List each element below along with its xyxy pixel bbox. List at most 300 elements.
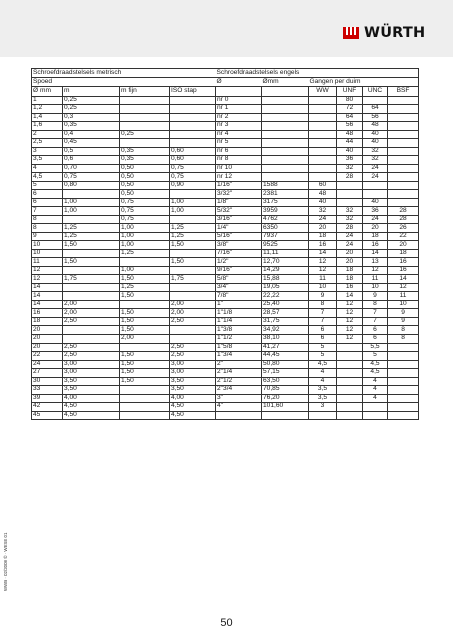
table-cell: 0,35 [120, 147, 170, 156]
table-cell: 7 [309, 309, 337, 318]
table-cell [337, 181, 363, 190]
table-row [32, 241, 419, 250]
table-cell: 12 [32, 275, 63, 284]
table-cell [63, 215, 120, 224]
table-cell: 22,22 [262, 292, 309, 301]
table-cell [388, 360, 419, 369]
table-cell: 3/32" [216, 190, 262, 199]
brand-name: WÜRTH [364, 25, 426, 41]
table-cell: 4,5 [32, 173, 63, 182]
table-row [32, 317, 419, 326]
table-cell [337, 198, 363, 207]
table-cell: 22 [32, 352, 63, 361]
wurth-logo-icon [343, 24, 359, 42]
table-cell: 1 [32, 96, 63, 105]
table-cell: 14 [309, 249, 337, 258]
table-cell: nr 2 [216, 113, 262, 122]
table-cell: 0,75 [120, 198, 170, 207]
table-cell [337, 394, 363, 403]
table-cell: 14 [388, 275, 419, 284]
header-row-1 [32, 69, 419, 78]
table-cell: 12 [388, 283, 419, 292]
table-cell: 2,00 [170, 309, 216, 318]
table-cell: 32 [309, 207, 337, 216]
table-cell: 0,25 [120, 130, 170, 139]
table-cell [309, 122, 337, 131]
table-cell: 3,5 [309, 386, 337, 395]
table-cell: nr 5 [216, 139, 262, 148]
table-cell [363, 181, 388, 190]
table-row [32, 275, 419, 284]
table-cell: 14 [363, 249, 388, 258]
table-row [32, 130, 419, 139]
table-row [32, 411, 419, 420]
table-cell: 3/8" [216, 241, 262, 250]
table-cell [262, 105, 309, 114]
table-cell [388, 411, 419, 420]
table-cell: 5 [309, 352, 337, 361]
table-row [32, 369, 419, 378]
table-cell: 7 [309, 317, 337, 326]
table-cell: 0,45 [63, 139, 120, 148]
table-cell [388, 386, 419, 395]
table-cell: 10 [32, 241, 63, 250]
table-cell: 0,3 [63, 113, 120, 122]
col-m: m [63, 87, 120, 96]
table-cell: 2,00 [63, 309, 120, 318]
table-cell: 0,90 [170, 181, 216, 190]
table-cell: 34,92 [262, 326, 309, 335]
table-cell: 32 [363, 156, 388, 165]
table-cell: 11 [363, 275, 388, 284]
table-cell: 3,00 [63, 369, 120, 378]
table-cell: nr 8 [216, 156, 262, 165]
table-cell: 2381 [262, 190, 309, 199]
table-cell: 64 [363, 105, 388, 114]
table-cell [63, 326, 120, 335]
table-cell: 32 [337, 164, 363, 173]
table-cell: 3,50 [170, 377, 216, 386]
table-cell: 1,25 [170, 232, 216, 241]
table-cell [388, 147, 419, 156]
table-cell [309, 164, 337, 173]
table-cell [262, 96, 309, 105]
table-cell: 2,50 [63, 343, 120, 352]
table-cell [216, 411, 262, 420]
col-diameter: Ø mm [32, 87, 63, 96]
table-row [32, 266, 419, 275]
table-row [32, 249, 419, 258]
table-cell: 1"3/8 [216, 326, 262, 335]
table-cell: 12 [337, 326, 363, 335]
table-cell: 40 [309, 198, 337, 207]
table-cell: 24 [32, 360, 63, 369]
table-cell: 12 [309, 258, 337, 267]
header-row-3 [32, 87, 419, 96]
table-cell [363, 411, 388, 420]
table-cell [388, 156, 419, 165]
table-row [32, 335, 419, 344]
table-cell: 7 [32, 207, 63, 216]
table-cell: 0,60 [170, 147, 216, 156]
col-inch [216, 87, 262, 96]
table-cell: 4" [216, 403, 262, 412]
table-row [32, 343, 419, 352]
table-row [32, 258, 419, 267]
table-cell [309, 113, 337, 122]
table-cell: 7/16" [216, 249, 262, 258]
table-cell [170, 96, 216, 105]
table-cell [120, 343, 170, 352]
tpi-label: Gangen per duim [309, 78, 419, 87]
table-cell: 4 [363, 386, 388, 395]
table-cell: 3175 [262, 198, 309, 207]
table-row [32, 122, 419, 131]
table-cell: 48 [363, 122, 388, 131]
table-cell: 4 [309, 369, 337, 378]
table-cell: 11 [388, 292, 419, 301]
table-cell [170, 335, 216, 344]
table-cell: 4,50 [170, 411, 216, 420]
table-cell: 20 [309, 224, 337, 233]
table-cell: 8 [32, 215, 63, 224]
table-cell: 48 [337, 130, 363, 139]
table-cell [309, 96, 337, 105]
table-cell: 1588 [262, 181, 309, 190]
table-cell: 1,50 [63, 241, 120, 250]
table-cell: 32 [363, 147, 388, 156]
table-cell: 24 [309, 215, 337, 224]
table-cell: 3 [32, 147, 63, 156]
col-m-fijn: m fijn [120, 87, 170, 96]
table-cell [388, 113, 419, 122]
table-cell: 1,50 [170, 258, 216, 267]
table-row [32, 156, 419, 165]
table-row [32, 403, 419, 412]
table-cell: 76,20 [262, 394, 309, 403]
table-cell: 8 [32, 224, 63, 233]
table-cell [309, 147, 337, 156]
table-cell: 2"1/2 [216, 377, 262, 386]
table-cell: 19,05 [262, 283, 309, 292]
table-cell: 14 [32, 292, 63, 301]
table-cell: 1"5/8 [216, 343, 262, 352]
table-cell: 0,70 [63, 164, 120, 173]
table-row [32, 105, 419, 114]
table-cell [262, 411, 309, 420]
table-cell: 12 [309, 266, 337, 275]
table-cell: 5,5 [363, 343, 388, 352]
table-cell: 0,80 [63, 181, 120, 190]
table-cell [388, 164, 419, 173]
table-cell: 2,50 [63, 317, 120, 326]
table-cell: 36 [337, 156, 363, 165]
table-cell [63, 292, 120, 301]
table-cell: 8 [388, 335, 419, 344]
table-cell: nr 12 [216, 173, 262, 182]
table-cell: 0,75 [120, 215, 170, 224]
table-cell: 25,40 [262, 300, 309, 309]
table-cell: 1"1/8 [216, 309, 262, 318]
table-row [32, 394, 419, 403]
table-cell: 1,50 [63, 258, 120, 267]
col-mm [262, 87, 309, 96]
table-cell: 16 [337, 283, 363, 292]
table-cell: 14 [32, 300, 63, 309]
table-cell [309, 105, 337, 114]
table-cell: 12 [337, 309, 363, 318]
table-cell: 0,25 [63, 96, 120, 105]
table-cell: 64 [337, 113, 363, 122]
table-cell: 6 [309, 326, 337, 335]
dia-mm-label: Ømm [262, 78, 309, 87]
table-cell: 40 [363, 198, 388, 207]
table-cell: 1,00 [170, 207, 216, 216]
table-cell: 6 [309, 335, 337, 344]
col-bsf: BSF [388, 87, 419, 96]
table-cell: 4,50 [63, 403, 120, 412]
table-row [32, 283, 419, 292]
table-cell: 1,25 [170, 224, 216, 233]
table-cell: 14,29 [262, 266, 309, 275]
table-cell [170, 130, 216, 139]
table-cell: 70,85 [262, 386, 309, 395]
table-cell: 5/16" [216, 232, 262, 241]
table-cell [120, 105, 170, 114]
table-row [32, 113, 419, 122]
table-cell: 3,00 [170, 369, 216, 378]
table-cell: 1" [216, 300, 262, 309]
table-row [32, 139, 419, 148]
table-body [32, 96, 419, 420]
table-cell: 1,50 [120, 326, 170, 335]
thread-table [31, 68, 419, 420]
table-cell: 1,50 [120, 369, 170, 378]
table-cell: 20 [32, 326, 63, 335]
table-cell: 11 [32, 258, 63, 267]
table-cell: 24 [337, 241, 363, 250]
table-cell: 33 [32, 386, 63, 395]
table-cell: 7 [363, 317, 388, 326]
table-cell: 16 [32, 309, 63, 318]
table-cell [363, 96, 388, 105]
table-cell: 20 [388, 241, 419, 250]
table-cell: 9 [32, 232, 63, 241]
table-row [32, 300, 419, 309]
table-cell [120, 411, 170, 420]
table-cell: 2,50 [170, 352, 216, 361]
table-cell [388, 352, 419, 361]
table-cell: 5/32" [216, 207, 262, 216]
table-cell [363, 190, 388, 199]
table-cell: 1,50 [120, 275, 170, 284]
dia-symbol: Ø [216, 78, 262, 87]
table-cell: 1/16" [216, 181, 262, 190]
table-cell: 56 [337, 122, 363, 131]
table-cell [170, 283, 216, 292]
table-cell: 1,50 [170, 241, 216, 250]
table-row [32, 232, 419, 241]
table-cell: 20 [32, 335, 63, 344]
table-cell: 1,2 [32, 105, 63, 114]
table-cell [337, 377, 363, 386]
table-row [32, 190, 419, 199]
table-cell: 3,00 [170, 360, 216, 369]
table-cell: 24 [363, 173, 388, 182]
table-cell: 0,6 [63, 156, 120, 165]
table-cell: nr 3 [216, 122, 262, 131]
table-row [32, 173, 419, 182]
table-cell: 2,00 [120, 335, 170, 344]
table-cell: 1,00 [120, 241, 170, 250]
table-cell [262, 156, 309, 165]
table-cell: 12 [32, 266, 63, 275]
table-cell [388, 377, 419, 386]
col-unf: UNF [337, 87, 363, 96]
table-row [32, 215, 419, 224]
table-cell [388, 198, 419, 207]
table-cell: 32 [337, 215, 363, 224]
table-cell: nr 0 [216, 96, 262, 105]
table-cell: 9/16" [216, 266, 262, 275]
table-cell: 0,75 [170, 164, 216, 173]
table-cell: 3,50 [170, 386, 216, 395]
table-cell: 2,5 [32, 139, 63, 148]
table-cell [120, 96, 170, 105]
table-cell [337, 403, 363, 412]
table-row [32, 147, 419, 156]
table-cell [388, 173, 419, 182]
footer-side-text: WWB · 02/2008 © · WESE 01 [3, 532, 8, 591]
table-cell: 9 [388, 317, 419, 326]
table-cell: 7937 [262, 232, 309, 241]
table-cell [388, 181, 419, 190]
table-cell: 16 [363, 241, 388, 250]
table-cell: 0,50 [120, 190, 170, 199]
table-cell: 5/8" [216, 275, 262, 284]
table-cell: 4762 [262, 215, 309, 224]
col-ww: WW [309, 87, 337, 96]
table-cell [63, 335, 120, 344]
table-cell [170, 105, 216, 114]
table-cell [262, 113, 309, 122]
table-cell [120, 300, 170, 309]
table-cell [337, 386, 363, 395]
table-cell: 4,00 [63, 394, 120, 403]
table-cell: 8 [363, 300, 388, 309]
table-cell [170, 139, 216, 148]
table-cell: 20 [363, 224, 388, 233]
table-cell [388, 403, 419, 412]
table-cell: 6 [32, 198, 63, 207]
col-iso-stap: ISO stap [170, 87, 216, 96]
table-cell: 2,50 [63, 352, 120, 361]
imperial-title: Schroefdraadstelsels engels [216, 69, 419, 78]
table-cell [170, 266, 216, 275]
table-cell: 4,5 [363, 369, 388, 378]
table-cell: 31,75 [262, 317, 309, 326]
table-cell: 3,5 [309, 394, 337, 403]
col-unc: UNC [363, 87, 388, 96]
table-cell: 0,50 [120, 181, 170, 190]
table-cell: 4 [363, 377, 388, 386]
table-cell: 6 [363, 335, 388, 344]
table-cell [170, 292, 216, 301]
table-cell: 44,45 [262, 352, 309, 361]
table-cell: 18 [337, 275, 363, 284]
table-cell: 2,00 [170, 300, 216, 309]
table-cell: 1,00 [120, 232, 170, 241]
table-cell [337, 343, 363, 352]
table-cell: 41,27 [262, 343, 309, 352]
table-cell: 0,35 [120, 156, 170, 165]
table-row [32, 164, 419, 173]
table-cell [262, 122, 309, 131]
table-cell: 8 [309, 300, 337, 309]
header-row-2 [32, 78, 419, 87]
table-cell [170, 190, 216, 199]
table-cell: 45 [32, 411, 63, 420]
table-cell: 50,80 [262, 360, 309, 369]
table-cell [120, 258, 170, 267]
table-cell [309, 156, 337, 165]
table-cell: 5 [309, 343, 337, 352]
table-cell: 18 [32, 317, 63, 326]
table-cell: 24 [337, 232, 363, 241]
table-cell: 38,10 [262, 335, 309, 344]
table-cell: 1,25 [63, 224, 120, 233]
table-row [32, 96, 419, 105]
table-cell: 1,25 [63, 232, 120, 241]
table-cell: 0,4 [63, 130, 120, 139]
table-cell: 40 [337, 147, 363, 156]
table-cell: 42 [32, 403, 63, 412]
table-cell: 3,00 [63, 360, 120, 369]
table-cell: 1,00 [170, 198, 216, 207]
table-cell: 28 [337, 224, 363, 233]
table-cell [337, 360, 363, 369]
table-cell [262, 173, 309, 182]
table-cell [170, 113, 216, 122]
table-cell: 2 [32, 130, 63, 139]
table-cell: 39 [32, 394, 63, 403]
table-cell: 2,50 [170, 317, 216, 326]
table-cell: 101,60 [262, 403, 309, 412]
table-cell [262, 139, 309, 148]
table-cell: 12 [337, 300, 363, 309]
table-cell [388, 394, 419, 403]
table-cell: 12 [363, 266, 388, 275]
table-cell: 0,50 [120, 164, 170, 173]
table-cell [309, 173, 337, 182]
table-cell: 28 [337, 173, 363, 182]
table-cell: 30 [32, 377, 63, 386]
table-cell [337, 411, 363, 420]
table-cell: 20 [32, 343, 63, 352]
table-cell: 3" [216, 394, 262, 403]
table-cell: 0,25 [63, 105, 120, 114]
table-cell [262, 147, 309, 156]
table-cell [388, 122, 419, 131]
table-cell [337, 369, 363, 378]
table-cell [170, 122, 216, 131]
table-cell: 10 [32, 249, 63, 258]
table-cell: 5 [32, 181, 63, 190]
table-cell: 6 [32, 190, 63, 199]
metric-title: Schroefdraadstelsels metrisch [32, 69, 216, 78]
table-cell: 44 [337, 139, 363, 148]
table-cell: 9 [363, 292, 388, 301]
